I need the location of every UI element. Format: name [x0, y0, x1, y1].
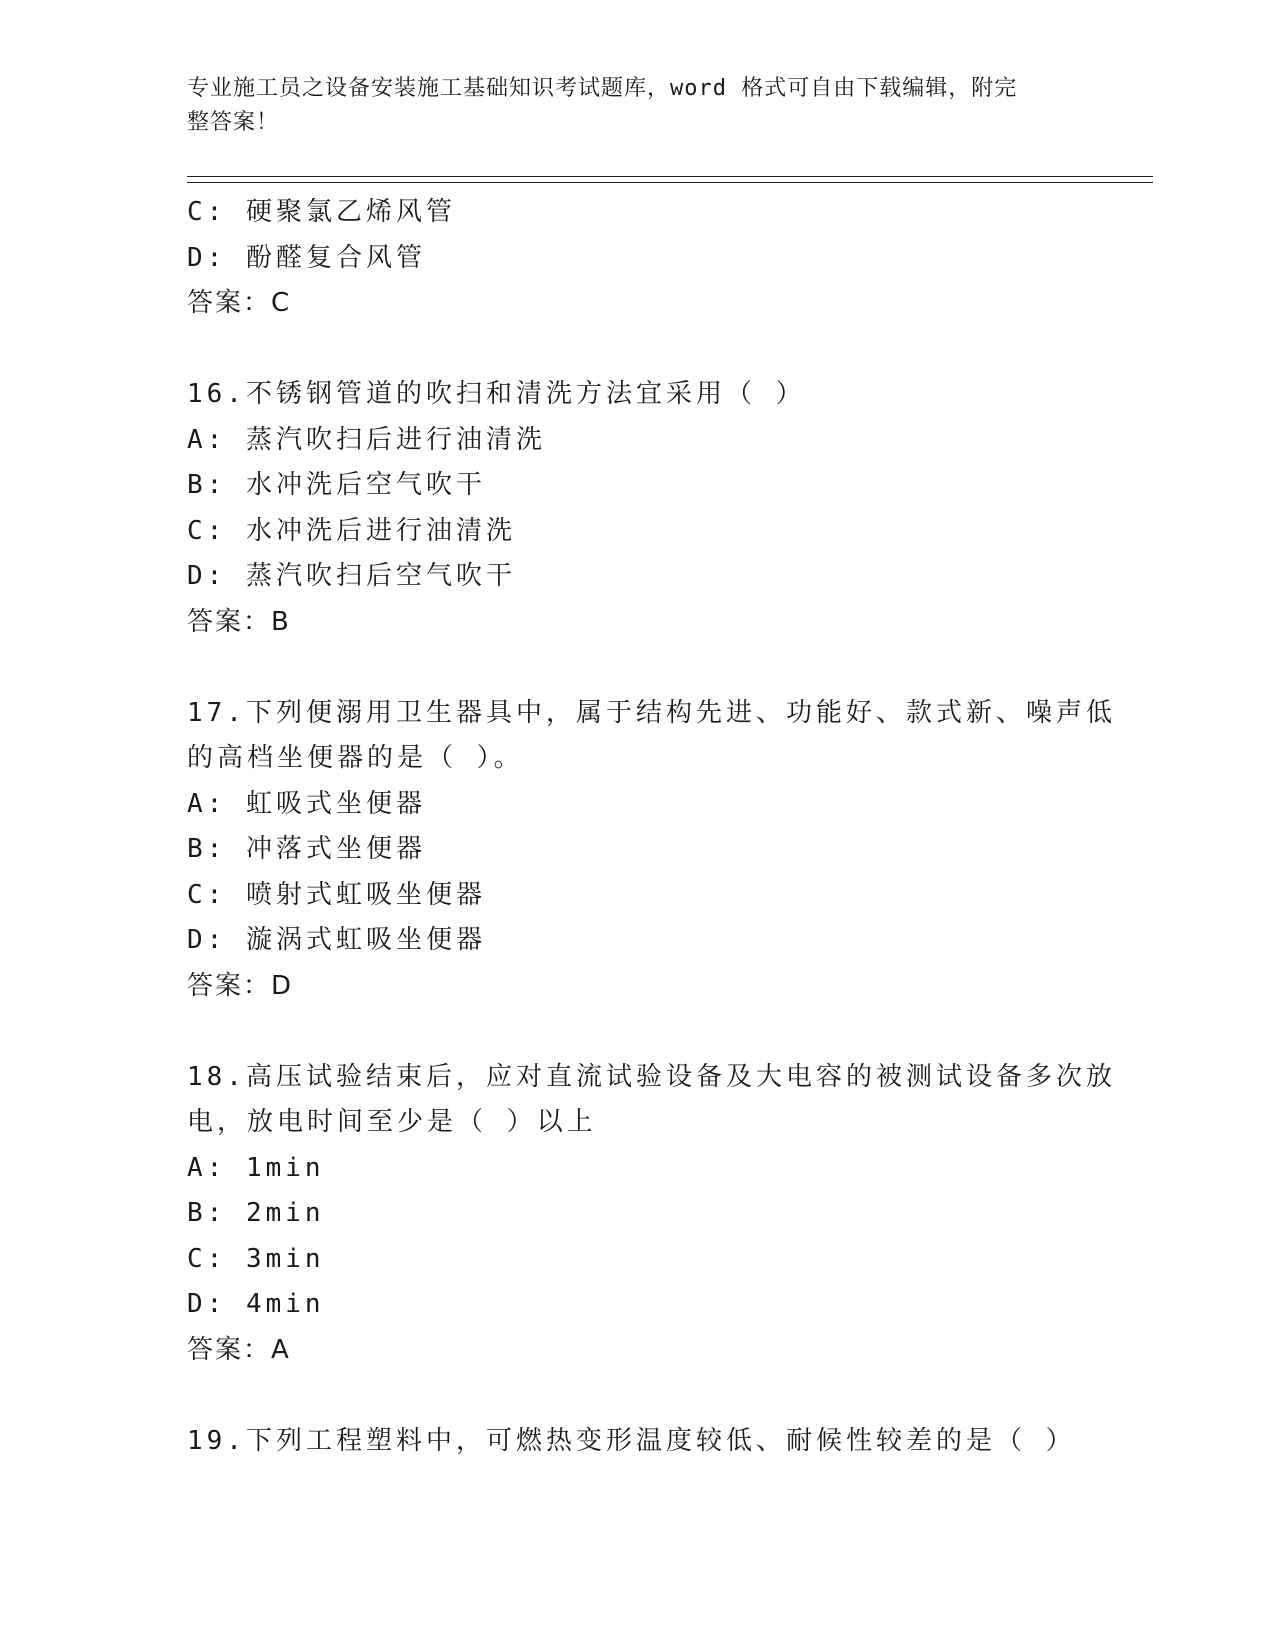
spacer: [187, 327, 1087, 373]
spacer: [187, 645, 1087, 691]
answer-line: 答案：C: [187, 288, 292, 318]
question-stem-line-1: 17.下列便溺用卫生器具中，属于结构先进、功能好、款式新、噪声低: [187, 697, 1116, 728]
option-c: C: 喷射式虹吸坐便器: [187, 879, 486, 910]
answer-line: 答案：D: [187, 970, 294, 1001]
question-block-16: [187, 372, 1087, 645]
question-block-17: [187, 691, 1116, 1010]
header-line-2: 整答案！: [187, 110, 280, 135]
option-b: B: 水冲洗后空气吹干: [187, 470, 486, 500]
question-stem: 16.不锈钢管道的吹扫和清洗方法宜采用（ ）: [187, 379, 806, 409]
question-block-18: [187, 1055, 1116, 1374]
option-c: C: 硬聚氯乙烯风管: [187, 197, 456, 227]
header-divider-bottom: [187, 182, 1153, 183]
option-b: B: 2min: [187, 1198, 325, 1228]
question-stem-line-2: 的高档坐便器的是（ ）。: [187, 743, 524, 773]
option-c: C: 水冲洗后进行油清洗: [187, 515, 516, 546]
question-block-prev: [187, 190, 1087, 327]
option-d: D: 漩涡式虹吸坐便器: [187, 925, 486, 955]
document-header: [187, 72, 1067, 140]
option-b: B: 冲落式坐便器: [187, 834, 426, 864]
option-a: A: 1min: [187, 1152, 325, 1183]
answer-line: 答案：A: [187, 1334, 291, 1365]
header-divider-top: [187, 176, 1153, 177]
option-d: D: 4min: [187, 1289, 325, 1319]
option-d: D: 蒸汽吹扫后空气吹干: [187, 561, 516, 591]
question-stem-line-2: 电，放电时间至少是（ ）以上: [187, 1107, 597, 1137]
option-a: A: 虹吸式坐便器: [187, 788, 426, 819]
question-block-19: [187, 1419, 1087, 1465]
option-d: D: 酚醛复合风管: [187, 242, 426, 273]
question-stem-line-1: 18.高压试验结束后，应对直流试验设备及大电容的被测试设备多次放: [187, 1061, 1116, 1092]
option-a: A: 蒸汽吹扫后进行油清洗: [187, 424, 546, 455]
question-list: [187, 190, 1116, 1464]
option-c: C: 3min: [187, 1243, 325, 1274]
header-line-1: 专业施工员之设备安装施工基础知识考试题库，word 格式可自由下载编辑，附完: [187, 76, 1018, 101]
answer-line: 答案：B: [187, 606, 291, 637]
spacer: [187, 1373, 1087, 1419]
spacer: [187, 1009, 1087, 1055]
question-stem: 19.下列工程塑料中，可燃热变形温度较低、耐候性较差的是（ ）: [187, 1425, 1076, 1456]
